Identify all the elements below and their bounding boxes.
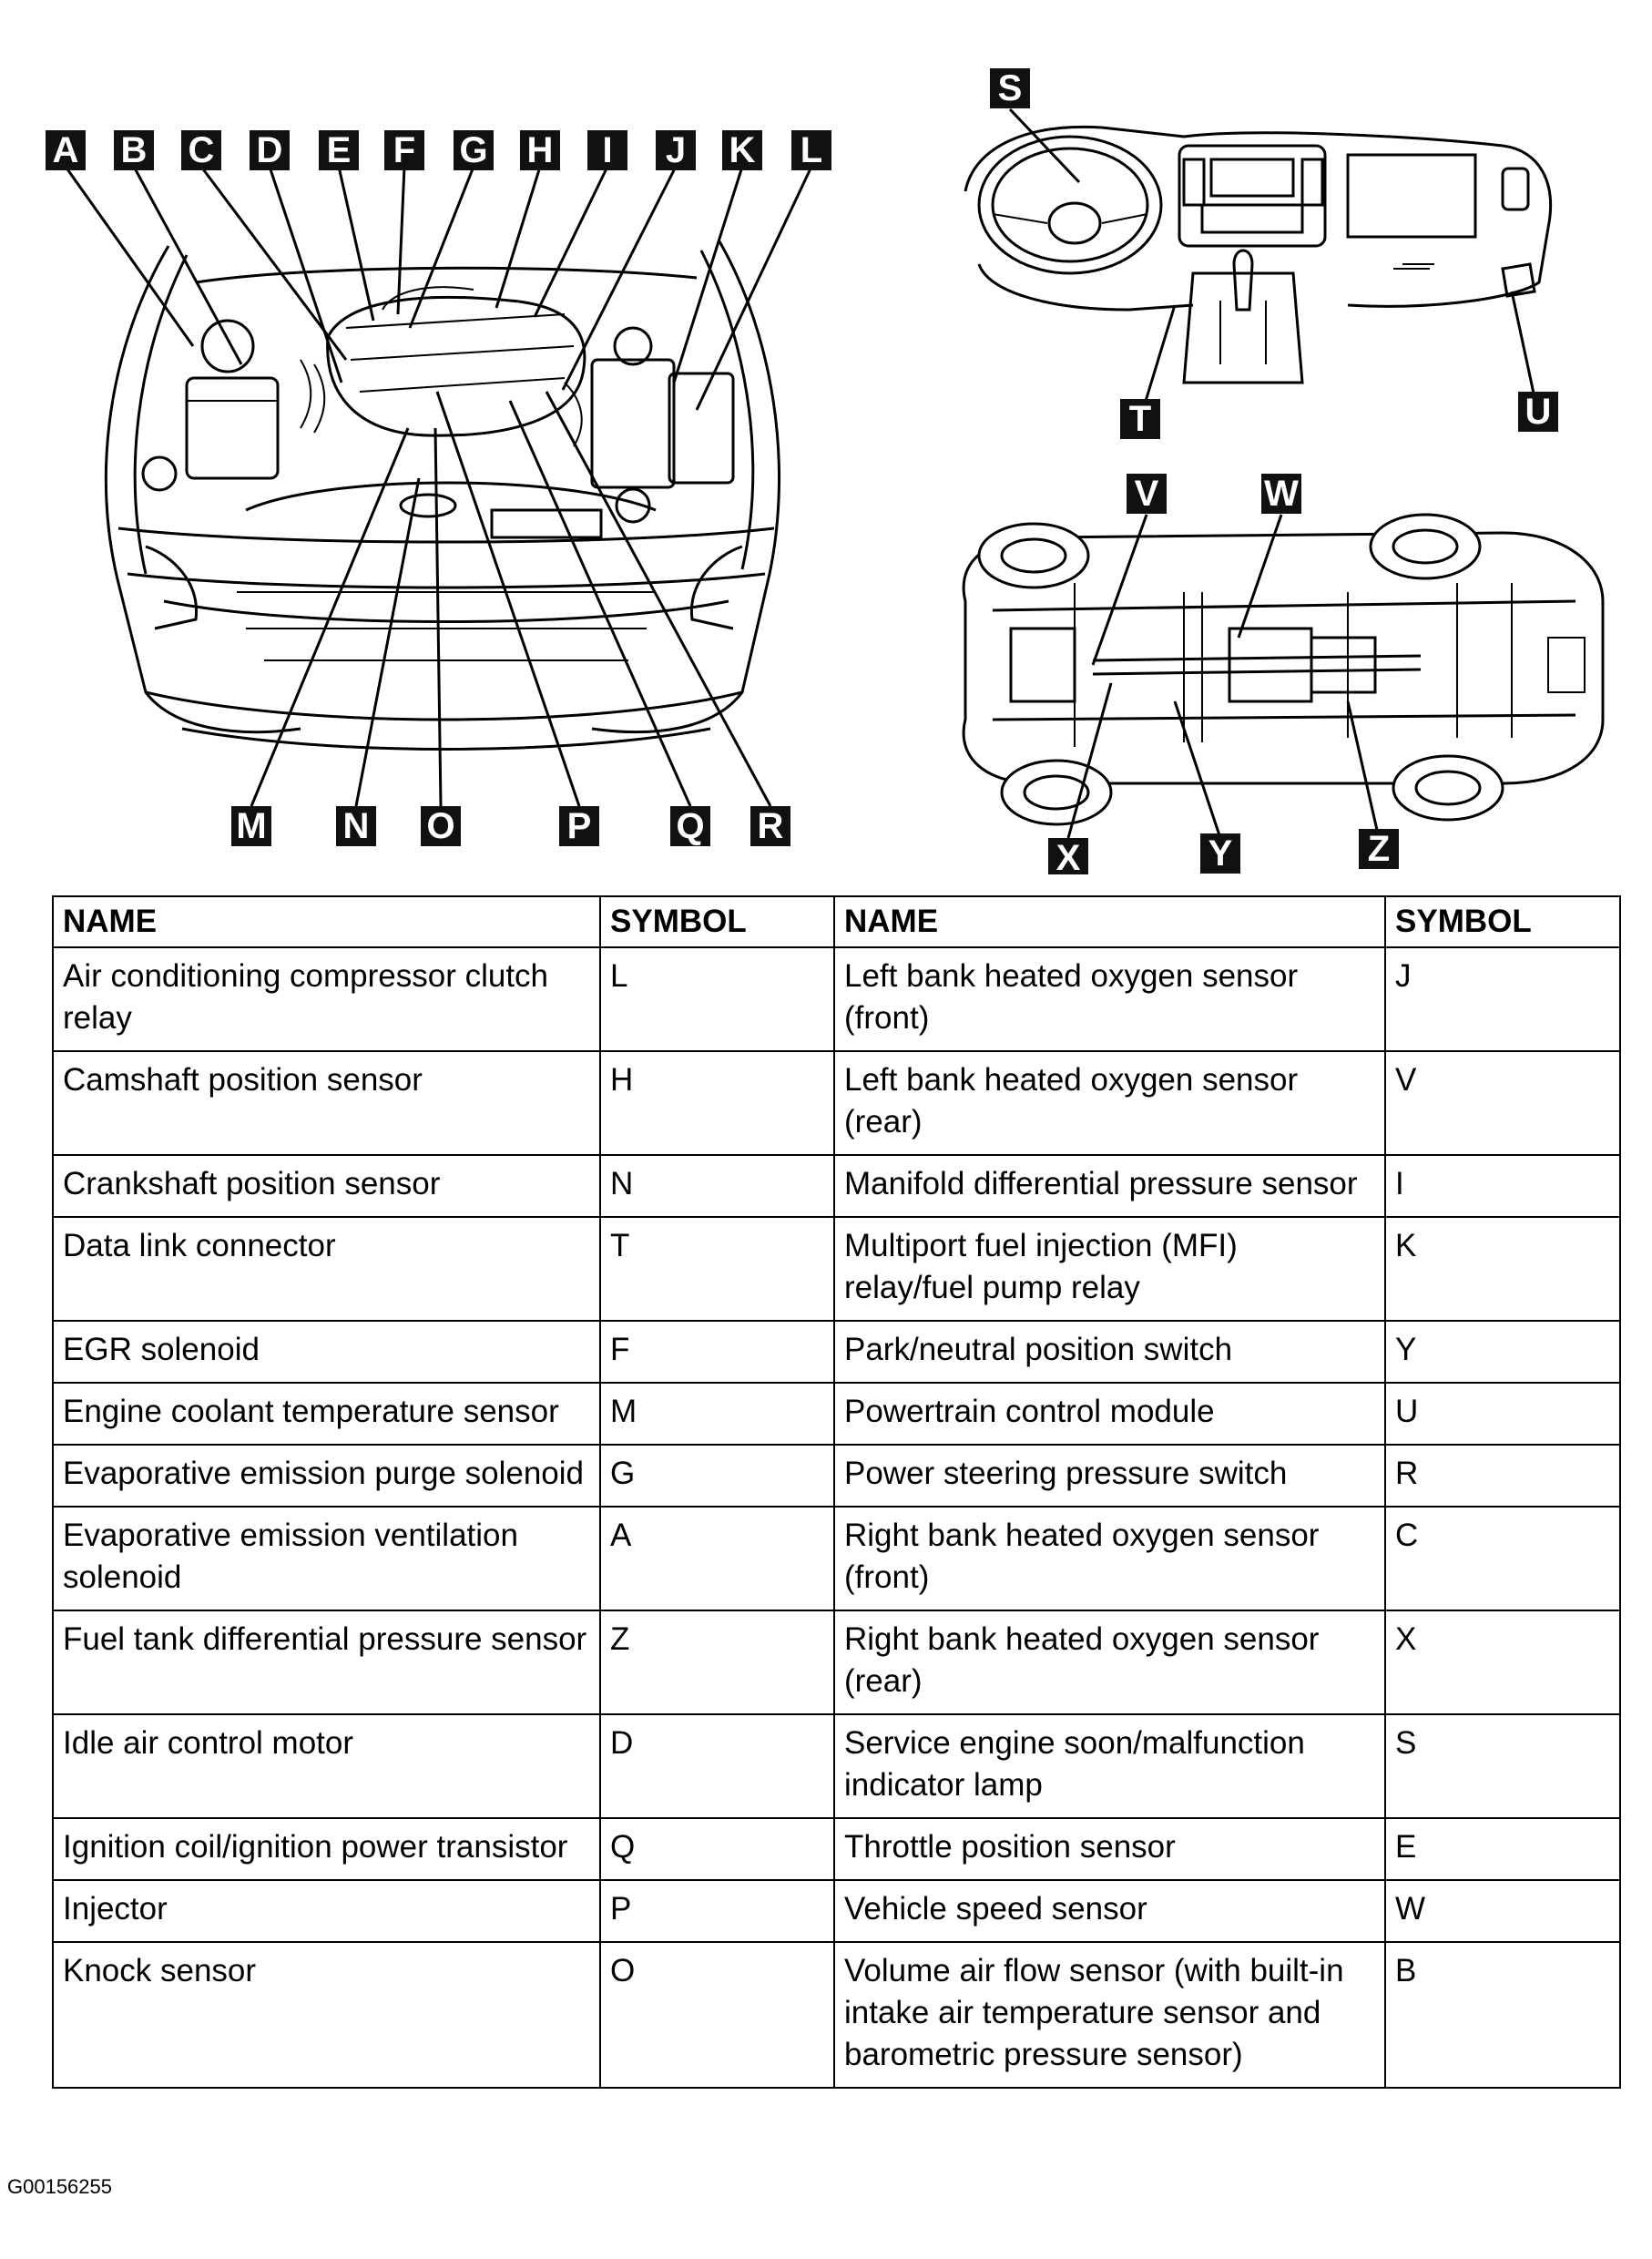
component-legend-table	[52, 895, 1621, 2089]
chassis-drawing	[964, 515, 1603, 824]
figure-code: G00156255	[7, 2175, 112, 2198]
component-name: Camshaft position sensor	[53, 1051, 600, 1155]
header-name-2: NAME	[834, 896, 1385, 947]
component-symbol: V	[1385, 1051, 1620, 1155]
label-q: Q	[676, 806, 705, 846]
label-o: O	[426, 806, 455, 846]
table-row	[53, 1942, 1620, 2088]
label-h: H	[526, 130, 554, 170]
label-box-q	[670, 806, 710, 846]
table-row	[53, 1610, 1620, 1714]
component-name: Evaporative emission purge solenoid	[53, 1445, 600, 1507]
label-l: L	[800, 130, 823, 170]
component-symbol: N	[600, 1155, 834, 1217]
component-name: Left bank heated oxygen sensor (rear)	[834, 1051, 1385, 1155]
label-z: Z	[1367, 829, 1391, 869]
component-name: Multiport fuel injection (MFI) relay/fuel pump relay	[834, 1217, 1385, 1321]
table-row	[53, 1155, 1620, 1217]
component-symbol: Z	[600, 1610, 834, 1714]
component-symbol: M	[600, 1383, 834, 1445]
component-symbol: H	[600, 1051, 834, 1155]
label-k: K	[729, 130, 756, 170]
header-symbol-1: SYMBOL	[600, 896, 834, 947]
component-name: Right bank heated oxygen sensor (front)	[834, 1507, 1385, 1610]
label-box-s	[990, 68, 1030, 108]
label-e: E	[326, 130, 352, 170]
component-symbol: J	[1385, 947, 1620, 1051]
label-r: R	[757, 806, 784, 846]
component-symbol: Y	[1385, 1321, 1620, 1383]
component-symbol: W	[1385, 1880, 1620, 1942]
component-symbol: A	[600, 1507, 834, 1610]
label-box-m	[231, 806, 271, 846]
label-box-b	[114, 130, 154, 170]
component-symbol: U	[1385, 1383, 1620, 1445]
component-symbol: G	[600, 1445, 834, 1507]
label-box-a	[46, 130, 86, 170]
table-row	[53, 1321, 1620, 1383]
component-name: Park/neutral position switch	[834, 1321, 1385, 1383]
label-box-x	[1048, 838, 1088, 874]
component-symbol: X	[1385, 1610, 1620, 1714]
label-box-p	[559, 806, 599, 846]
label-s: S	[997, 68, 1023, 108]
label-box-r	[750, 806, 790, 846]
component-name: Power steering pressure switch	[834, 1445, 1385, 1507]
component-symbol: B	[1385, 1942, 1620, 2088]
component-symbol: T	[600, 1217, 834, 1321]
label-box-t	[1120, 399, 1160, 439]
label-p: P	[566, 806, 592, 846]
label-c: C	[188, 130, 215, 170]
component-symbol: K	[1385, 1217, 1620, 1321]
component-symbol: L	[600, 947, 834, 1051]
label-y: Y	[1208, 833, 1233, 874]
label-j: J	[665, 130, 687, 170]
label-w: W	[1264, 474, 1299, 514]
label-box-l	[791, 130, 831, 170]
component-symbol: C	[1385, 1507, 1620, 1610]
table-row	[53, 1051, 1620, 1155]
component-name: Crankshaft position sensor	[53, 1155, 600, 1217]
engine-top-labels	[46, 130, 831, 170]
header-symbol-2: SYMBOL	[1385, 896, 1620, 947]
label-g: G	[459, 130, 488, 170]
component-name: Right bank heated oxygen sensor (rear)	[834, 1610, 1385, 1714]
table-row	[53, 1445, 1620, 1507]
label-x: X	[1055, 838, 1081, 874]
component-symbol: P	[600, 1880, 834, 1942]
component-name: Injector	[53, 1880, 600, 1942]
component-name: Fuel tank differential pressure sensor	[53, 1610, 600, 1714]
component-symbol: O	[600, 1942, 834, 2088]
dashboard-drawing	[965, 127, 1551, 383]
engine-compartment-drawing	[106, 241, 779, 750]
label-box-z	[1359, 829, 1399, 869]
component-name: Ignition coil/ignition power transistor	[53, 1818, 600, 1880]
component-name: Knock sensor	[53, 1942, 600, 2088]
label-a: A	[52, 130, 79, 170]
component-symbol: F	[600, 1321, 834, 1383]
label-box-w	[1261, 474, 1301, 514]
engine-bottom-labels	[231, 806, 790, 846]
label-v: V	[1134, 474, 1159, 514]
table-row	[53, 1507, 1620, 1610]
table-row	[53, 1880, 1620, 1942]
component-name: Engine coolant temperature sensor	[53, 1383, 600, 1445]
component-name: Vehicle speed sensor	[834, 1880, 1385, 1942]
component-name: Idle air control motor	[53, 1714, 600, 1818]
label-box-y	[1200, 833, 1240, 874]
label-box-h	[520, 130, 560, 170]
label-u: U	[1525, 392, 1552, 432]
component-symbol: I	[1385, 1155, 1620, 1217]
label-box-d	[250, 130, 290, 170]
table-row	[53, 1714, 1620, 1818]
component-name: EGR solenoid	[53, 1321, 600, 1383]
label-n: N	[342, 806, 370, 846]
label-box-v	[1127, 474, 1167, 514]
component-name: Throttle position sensor	[834, 1818, 1385, 1880]
label-b: B	[120, 130, 148, 170]
label-box-u	[1518, 392, 1558, 432]
label-m: M	[236, 806, 267, 846]
label-box-n	[336, 806, 376, 846]
component-name: Left bank heated oxygen sensor (front)	[834, 947, 1385, 1051]
label-box-i	[587, 130, 627, 170]
component-name: Evaporative emission ventilation solenoid	[53, 1507, 600, 1610]
component-symbol: E	[1385, 1818, 1620, 1880]
label-box-e	[319, 130, 359, 170]
component-locator-diagram	[0, 0, 1652, 874]
label-d: D	[256, 130, 283, 170]
label-t: T	[1128, 399, 1152, 439]
label-box-j	[656, 130, 696, 170]
label-box-k	[722, 130, 762, 170]
component-name: Air conditioning compressor clutch relay	[53, 947, 600, 1051]
header-name-1: NAME	[53, 896, 600, 947]
table-header-row	[53, 896, 1620, 947]
component-symbol: Q	[600, 1818, 834, 1880]
label-box-o	[421, 806, 461, 846]
component-name: Manifold differential pressure sensor	[834, 1155, 1385, 1217]
component-name: Service engine soon/malfunction indicator lamp	[834, 1714, 1385, 1818]
label-i: I	[602, 130, 613, 170]
chassis-leaders	[1068, 515, 1379, 838]
label-box-f	[384, 130, 424, 170]
component-name: Volume air flow sensor (with built-in intake air temperature sensor and barometric pressure sensor)	[834, 1942, 1385, 2088]
table-row	[53, 1383, 1620, 1445]
table-row	[53, 1217, 1620, 1321]
label-box-g	[454, 130, 494, 170]
label-box-c	[181, 130, 221, 170]
component-name: Data link connector	[53, 1217, 600, 1321]
component-symbol: S	[1385, 1714, 1620, 1818]
table-row	[53, 947, 1620, 1051]
table-row	[53, 1818, 1620, 1880]
label-f: F	[393, 130, 416, 170]
component-name: Powertrain control module	[834, 1383, 1385, 1445]
component-symbol: R	[1385, 1445, 1620, 1507]
component-symbol: D	[600, 1714, 834, 1818]
